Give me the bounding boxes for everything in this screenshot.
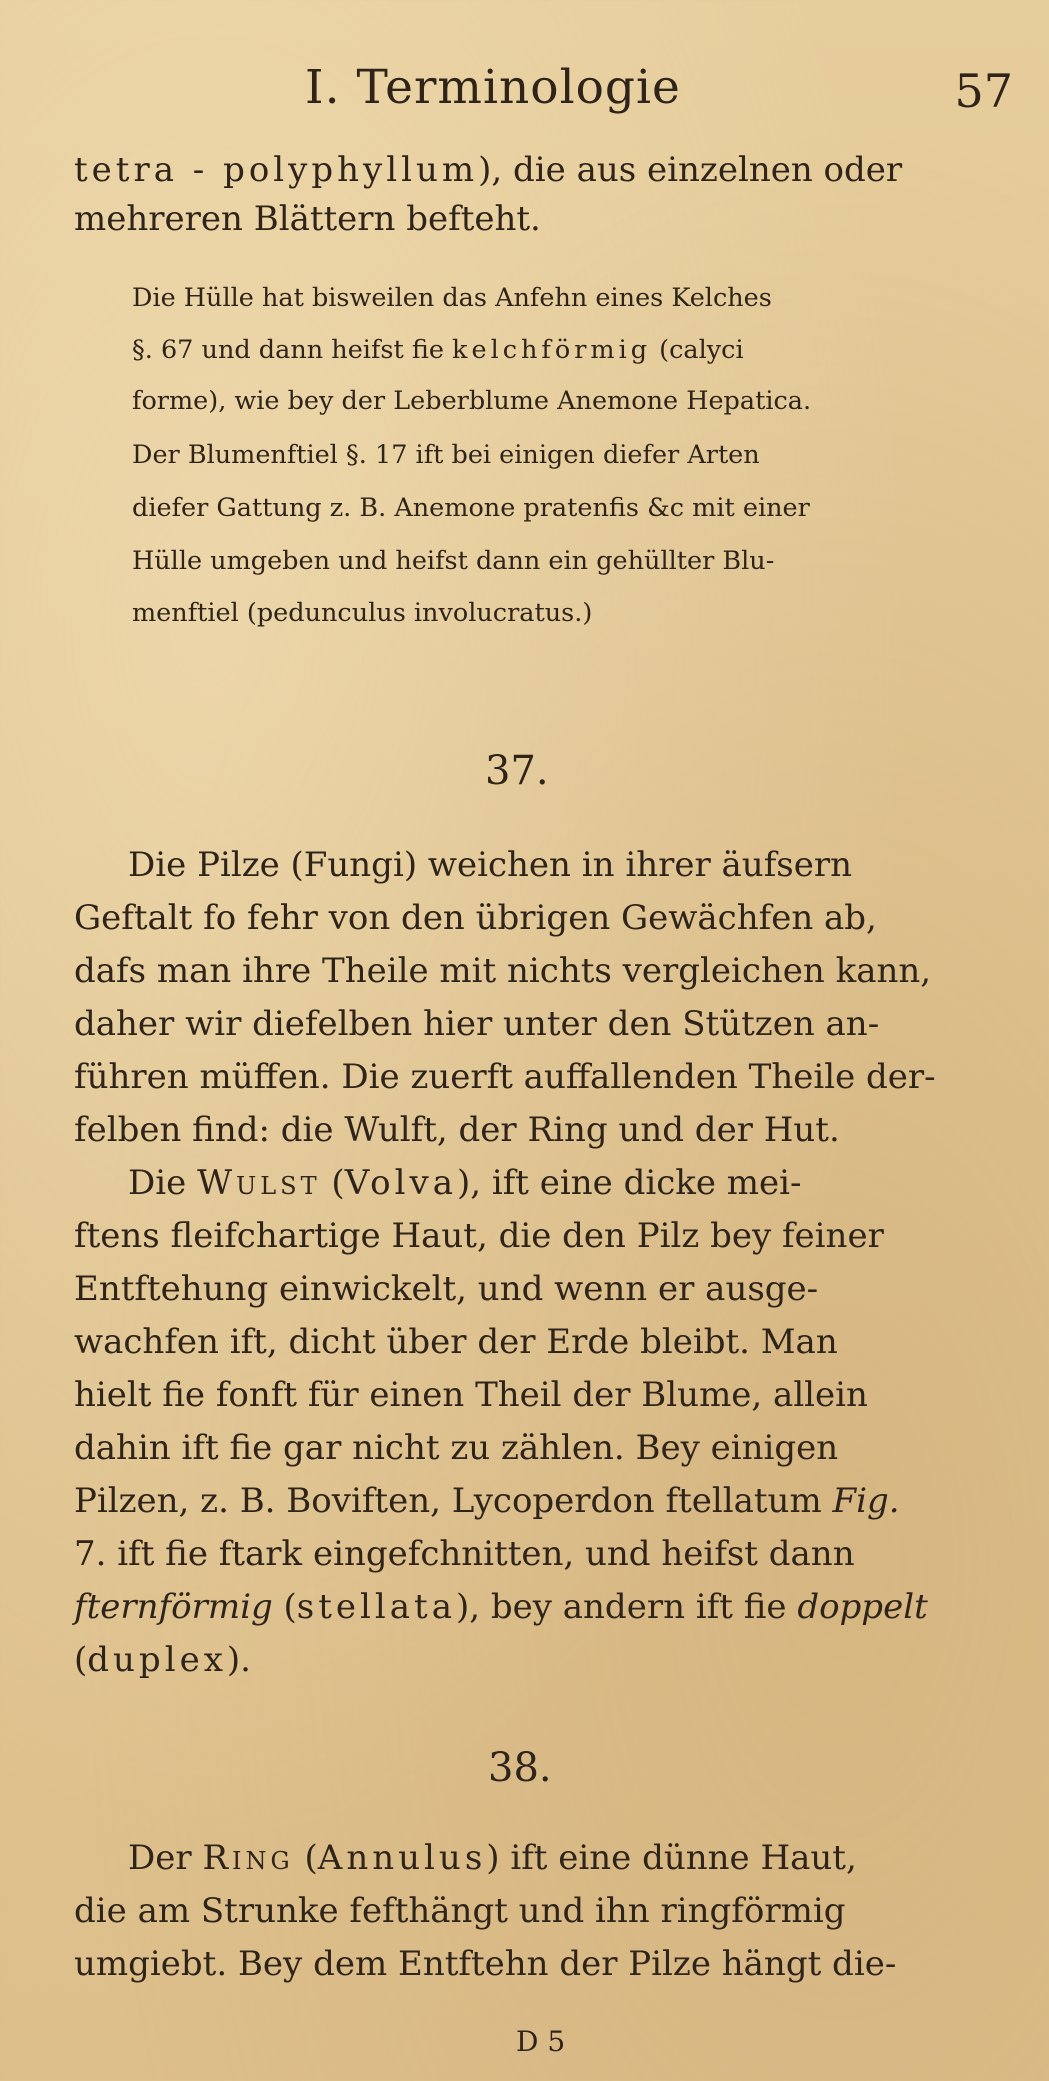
page-header bbox=[0, 60, 1049, 130]
note-line: menftiel (pedunculus involucratus.) bbox=[132, 598, 593, 628]
text-line bbox=[74, 1481, 1049, 1521]
text-line: die am Strunke fefthängt und ihn ringförmig bbox=[74, 1891, 846, 1931]
note-line: Der Blumenftiel §. 17 ift bei einigen diefer Arten bbox=[132, 440, 760, 470]
text-fragment: ), bey andern ift fie bbox=[455, 1587, 798, 1627]
text-line bbox=[74, 150, 1049, 190]
text-line: umgiebt. Bey dem Entftehn der Pilze hängt die- bbox=[74, 1944, 897, 1984]
text-line: felben find: die Wulft, der Ring und der Hut. bbox=[74, 1110, 840, 1150]
text-fragment: ), ift eine dicke mei- bbox=[456, 1163, 802, 1203]
text-line: 7. ift fie ftark eingefchnitten, und heifst dann bbox=[74, 1534, 855, 1574]
note-line bbox=[132, 335, 744, 365]
text-fragment: §. 67 und dann heifst fie bbox=[132, 335, 453, 365]
note-line: diefer Gattung z. B. Anemone pratenfis &c mit einer bbox=[132, 493, 810, 523]
text-fragment: ( bbox=[74, 1640, 88, 1680]
latin-term: tetra - polyphyllum bbox=[74, 150, 479, 190]
latin-term: duplex bbox=[87, 1640, 227, 1680]
running-title: I. Terminologie bbox=[305, 60, 681, 115]
section-number-38: 38. bbox=[488, 1745, 552, 1791]
text-fragment: ) ift eine dünne Haut, bbox=[486, 1838, 857, 1878]
text-line: Geftalt fo fehr von den übrigen Gewächfen ab, bbox=[74, 898, 877, 938]
text-fragment: Pilzen, z. B. Boviften, Lycoperdon ftellatum bbox=[74, 1481, 833, 1521]
note-line: forme), wie bey der Leberblume Anemone Hepatica. bbox=[132, 386, 812, 416]
text-line: mehreren Blättern befteht. bbox=[74, 199, 541, 239]
text-fragment: Der bbox=[128, 1838, 203, 1878]
text-line: daher wir diefelben hier unter den Stützen an- bbox=[74, 1004, 880, 1044]
printer-signature-mark: D 5 bbox=[516, 2025, 566, 2058]
note-line: Hülle umgeben und heifst dann ein gehüllter Blu- bbox=[132, 546, 775, 576]
latin-term: Volva bbox=[344, 1163, 457, 1203]
section-number-37: 37. bbox=[485, 748, 549, 794]
latin-term: Annulus bbox=[317, 1838, 487, 1878]
text-fragment: ( bbox=[272, 1587, 297, 1627]
text-fragment: ), die aus einzelnen oder bbox=[478, 150, 903, 190]
text-line: Die Pilze (Fungi) weichen in ihrer äufsern bbox=[128, 845, 853, 885]
text-line bbox=[74, 1640, 1049, 1680]
latin-term: stellata bbox=[296, 1587, 456, 1627]
defined-term: Ring bbox=[202, 1838, 294, 1878]
text-line bbox=[128, 1163, 1049, 1203]
text-line: dahin ift fie gar nicht zu zählen. Bey einigen bbox=[74, 1428, 839, 1468]
text-line: ftens fleifchartige Haut, die den Pilz bey feiner bbox=[74, 1216, 884, 1256]
text-line: wachfen ift, dicht über der Erde bleibt. Man bbox=[74, 1322, 838, 1362]
spaced-term: kelchförmig bbox=[452, 335, 652, 365]
text-line: führen müffen. Die zuerft auffallenden Theile der- bbox=[74, 1057, 936, 1097]
page-number: 57 bbox=[954, 64, 1013, 118]
text-line bbox=[74, 1587, 1049, 1627]
italic-term: doppelt bbox=[797, 1587, 928, 1627]
text-fragment: (calyci bbox=[651, 335, 744, 365]
text-fragment: Die bbox=[128, 1163, 198, 1203]
text-line: Entftehung einwickelt, und wenn er ausge- bbox=[74, 1269, 819, 1309]
note-line: Die Hülle hat bisweilen das Anfehn eines Kelches bbox=[132, 283, 772, 313]
text-line: dafs man ihre Theile mit nichts vergleichen kann, bbox=[74, 951, 932, 991]
text-fragment: ). bbox=[226, 1640, 251, 1680]
text-fragment: ( bbox=[320, 1163, 345, 1203]
text-fragment: ( bbox=[293, 1838, 318, 1878]
text-line: hielt fie fonft für einen Theil der Blume, allein bbox=[74, 1375, 868, 1415]
text-line bbox=[128, 1838, 1049, 1878]
italic-term: fternförmig bbox=[74, 1587, 273, 1627]
figure-reference: Fig. bbox=[832, 1481, 900, 1521]
defined-term: Wulst bbox=[197, 1163, 321, 1203]
